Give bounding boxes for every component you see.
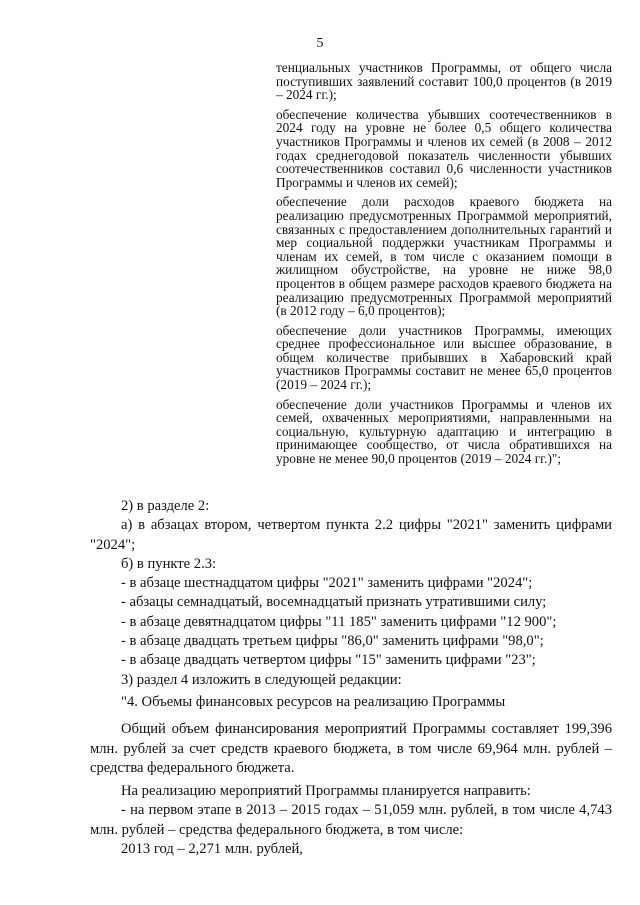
amendment-line: - в абзаце девятнадцатом цифры "11 185" заменить цифрами "12 900"; (121, 613, 557, 630)
amendment-line: 3) раздел 4 изложить в следующей редакции: (121, 671, 402, 688)
amendment-line: а) в абзацах втором, четвертом пункта 2.2 цифры "2021" заменить цифрами "2024"; (90, 517, 612, 553)
goal-paragraph: обеспечение доли расходов краевого бюджета на реализацию предусмотренных Программой мероприятий, связанных с предоставлением дополнительных гарантий и мер социальной поддержки участникам Программы и членам их семей, в том числе с оказанием помощи в жилищном обустройстве, на уровне не ниже 98,0 процентов в общем размере расходов краевого бюджета на реализацию предусмотренных Программой мероприятий (в 2012 году – 6,0 процентов); (276, 194, 612, 319)
financing-paragraph: На реализацию мероприятий Программы планируется направить: (121, 783, 531, 800)
goal-paragraph: обеспечение количества убывших соотечественников в 2024 году на уровне не более 0,5 общего количества участников Программы и членов их семей (в 2008 – 2012 годах среднегодовой показатель численности убывших соотечественников составил 0,6 численности участников Программы и членов их семей); (276, 106, 612, 190)
amendment-line: - в абзаце двадцать четвертом цифры "15" заменить цифрами "23"; (121, 652, 536, 669)
amendment-line: - абзацы семнадцатый, восемнадцатый признать утратившими силу; (121, 594, 547, 611)
amendment-line: - в абзаце шестнадцатом цифры "2021" заменить цифрами "2024"; (121, 575, 533, 592)
financing-paragraph: - на первом этапе в 2013 – 2015 годах – 51,059 млн. рублей, в том числе 4,743 млн. рублей – средства федерального бюджета, в том числе: (90, 802, 612, 838)
amendment-line: - в абзаце двадцать третьем цифры "86,0" заменить цифрами "98,0"; (121, 633, 544, 650)
document-body (90, 497, 612, 859)
goal-paragraph: обеспечение доли участников Программы, имеющих среднее профессиональное или высшее образование, в общем количестве прибывших в Хабаровский край участников Программы составит не менее 65,0 процентов (2019 – 2024 гг.); (276, 322, 612, 393)
amendment-line: 2) в разделе 2: (121, 498, 210, 514)
section-heading: "4. Объемы финансовых ресурсов на реализацию Программы (121, 693, 506, 710)
goal-paragraph: тенциальных участников Программы, от общего числа поступивших заявлений составит 100,0 процентов (в 2019 – 2024 гг.); (276, 60, 612, 103)
page-number: 5 (316, 36, 324, 51)
financing-paragraph: Общий объем финансирования мероприятий Программы составляет 199,396 млн. рублей за счет средств краевого бюджета, в том числе 69,964 млн. рублей – средства федерального бюджета. (90, 721, 612, 776)
financing-paragraph: 2013 год – 2,271 млн. рублей, (121, 841, 303, 858)
program-goals-column (276, 61, 612, 472)
goal-paragraph: обеспечение доли участников Программы и членов их семей, охваченных мероприятиями, направленными на социальную, культурную адаптацию и интеграцию в принимающее сообщество, от числа обратившихся на уровне не менее 90,0 процентов (2019 – 2024 гг.)"; (276, 396, 612, 467)
amendment-line: б) в пункте 2.3: (121, 555, 217, 572)
